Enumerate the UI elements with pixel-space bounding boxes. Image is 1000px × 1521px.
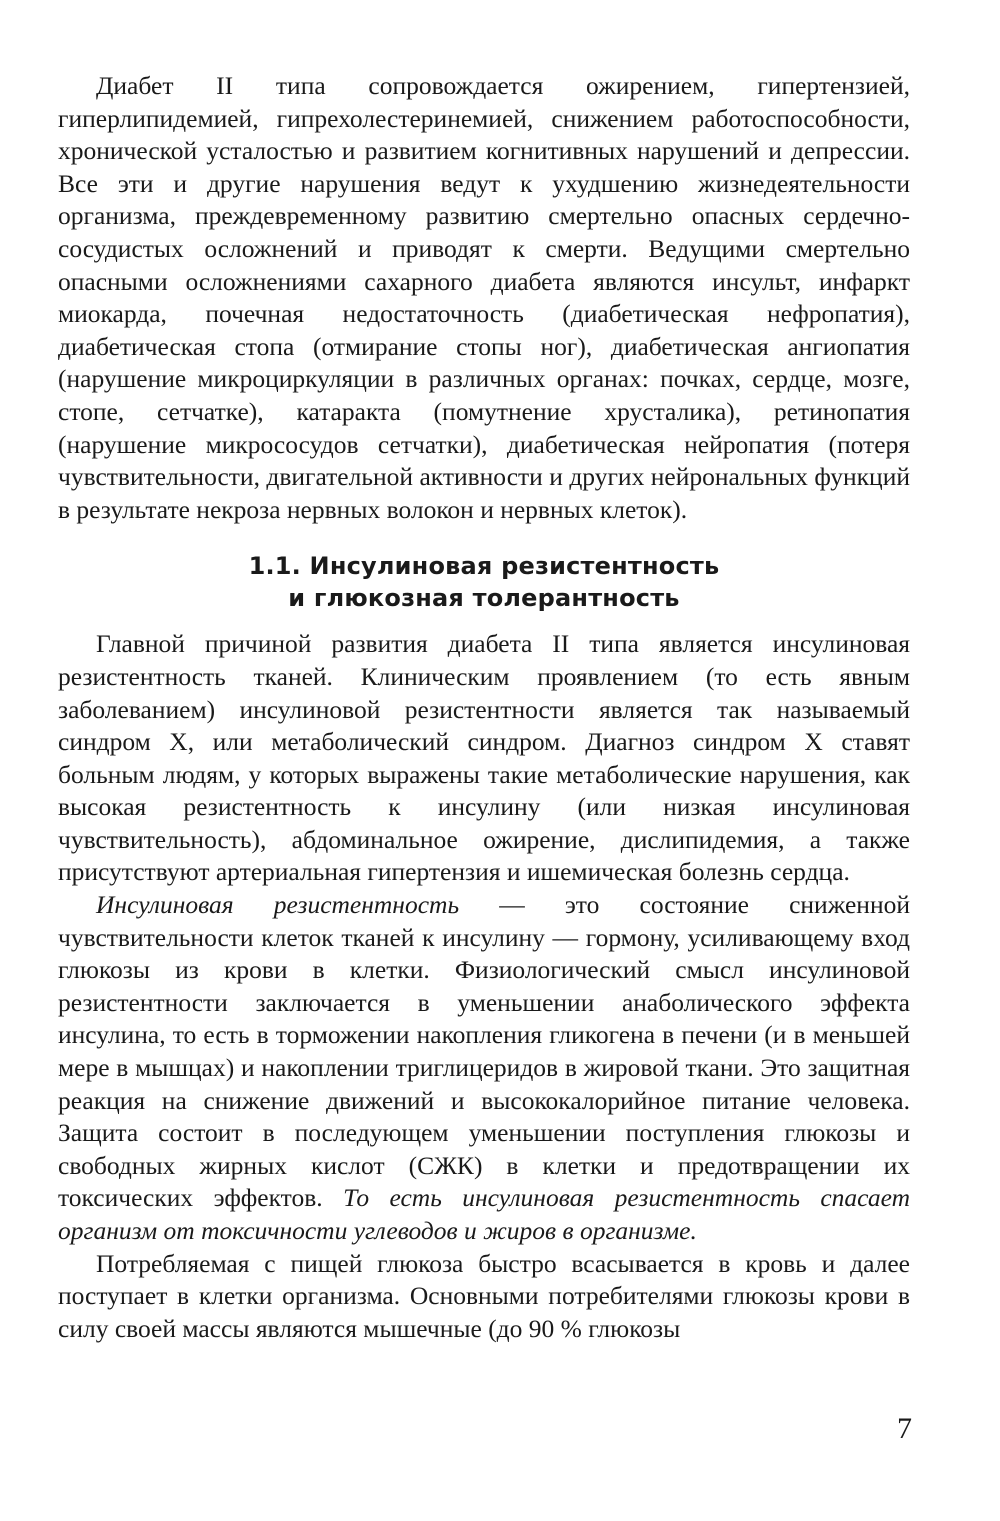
- italic-conclusion: То есть инсулиновая резистентность спасает организм от токсичности углеводов и жиров в организме.: [58, 1183, 910, 1245]
- paragraph-diabetes-complications: Диабет II типа сопровождается ожирением, гипертензией, гиперлипидемией, гипрехолестеринемией, снижением работоспособности, хронической усталостью и развитием когнитивных нарушений и депрессии. Все эти и другие нарушения ведут к ухудшению жизнедеятельности организма, преждевременному развитию смертельно опасных сердечно-сосудистых осложнений и приводят к смерти. Ведущими смертельно опасными осложнениями сахарного диабета являются инсульт, инфаркт миокарда, почечная недостаточность (диабетическая нефропатия), диабетическая стопа (отмирание стопы ног), диабетическая ангиопатия (нарушение микроциркуляции в различных органах: почках, сердце, мозге, стопе, сетчатке), катаракта (помутнение хрусталика), ретинопатия (нарушение микрососудов сетчатки), диабетическая нейропатия (потеря чувствительности, двигательной активности и других нейрональных функций в результате некроза нервных волокон и нервных клеток).: [58, 71, 910, 524]
- paragraph-main-cause: Главной причиной развития диабета II типа является инсулиновая резистентность тканей. Клиническим проявлением (то есть явным заболеванием) инсулиновой резистентности является так называемый синдром X, или метаболический синдром. Диагноз синдром X ставят больным людям, у которых выражены такие метаболические нарушения, как высокая резистентность к инсулину (или низкая инсулиновая чувствительность), абдоминальное ожирение, дислипидемия, а также присутствуют артериальная гипертензия и ишемическая болезнь сердца.: [58, 629, 910, 887]
- page-number: 7: [897, 1412, 912, 1445]
- paragraph-insulin-resistance-definition: [58, 889, 910, 1248]
- section-heading: [58, 550, 910, 614]
- section-heading-line-1: 1.1. Инсулиновая резистентность: [248, 552, 720, 581]
- term-insulin-resistance: Инсулиновая резистентность: [96, 890, 460, 920]
- paragraph-glucose-absorption: Потребляемая с пищей глюкоза быстро всасывается в кровь и далее поступает в клетки организма. Основными потребителями глюкозы крови в силу своей массы являются мышечные (до 90 % глюкозы: [58, 1248, 910, 1343]
- section-heading-line-2: и глюкозная толерантность: [288, 584, 680, 613]
- page-body: [58, 70, 910, 1345]
- definition-text: — это состояние сниженной чувствительности клеток тканей к инсулину — гормону, усиливающему вход глюкозы из крови в клетки. Физиологический смысл инсулиновой резистентности заключается в уменьшении анаболического эффекта инсулина, то есть в торможении накопления гликогена в печени (и в меньшей мере в мышцах) и накоплении триглицеридов в жировой ткани. Это защитная реакция на снижение движений и высококалорийное питание человека. Защита состоит в последующем уменьшении поступления глюкозы и свободных жирных кислот (СЖК) в клетки и предотвращении их токсических эффектов.: [58, 890, 910, 1213]
